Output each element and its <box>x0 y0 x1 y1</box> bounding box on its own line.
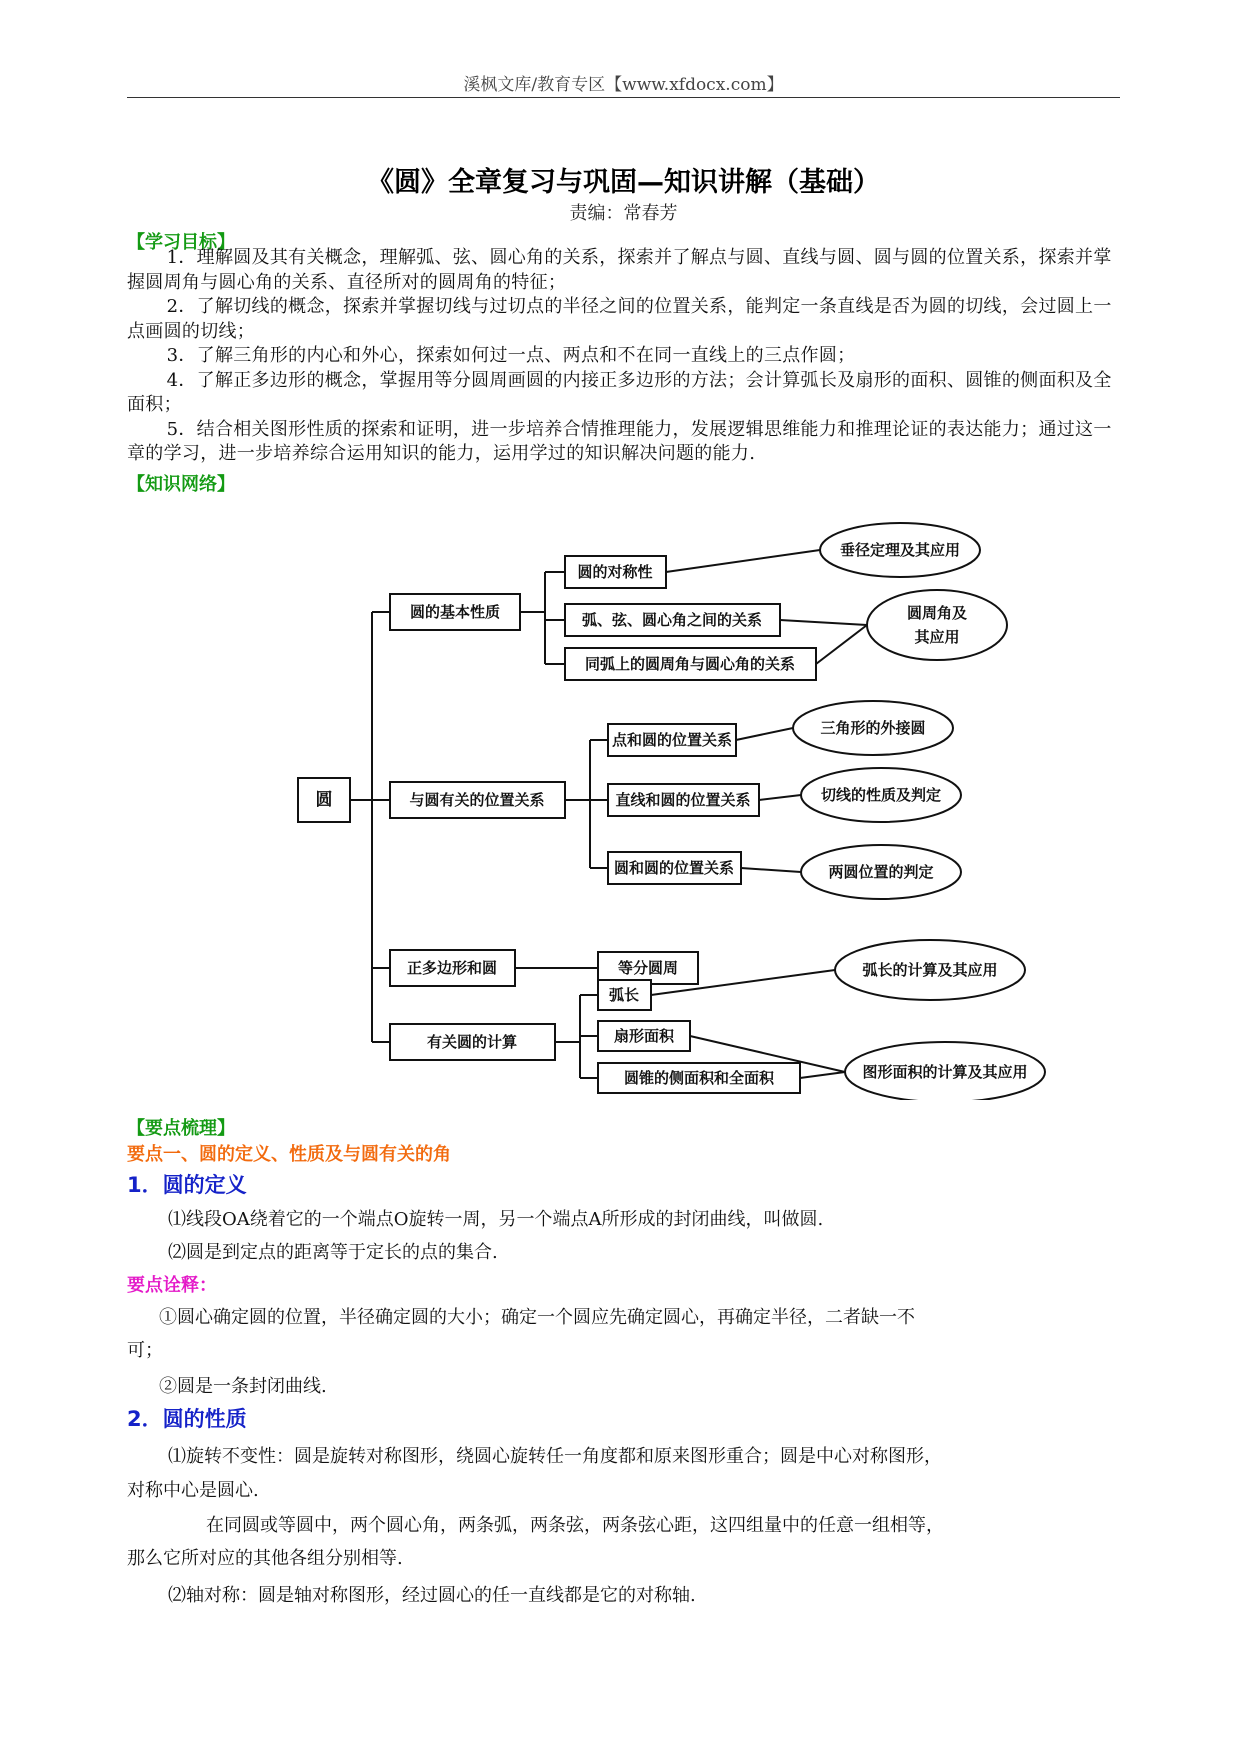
properties-heading: 2．圆的性质 <box>127 1407 247 1431</box>
diagram-leaf-label: 同弧上的圆周角与圆心角的关系 <box>584 655 796 673</box>
network-heading: 【知识网络】 <box>127 474 235 495</box>
notes-heading: 要点诠释： <box>127 1275 217 1296</box>
diagram-oval-node <box>867 590 1007 660</box>
diagram-oval-label: 其应用 <box>914 628 960 646</box>
page-header: 溪枫文库/教育专区【www.xfdocx.com】 <box>463 75 784 95</box>
diagram-leaf-label: 点和圆的位置关系 <box>611 731 733 749</box>
properties-line: 对称中心是圆心. <box>127 1480 259 1501</box>
diagram-oval-label: 垂径定理及其应用 <box>839 541 961 559</box>
diagram-leaf-label: 等分圆周 <box>617 959 679 977</box>
diagram-oval-label: 弧长的计算及其应用 <box>862 961 998 979</box>
diagram-branch-label: 有关圆的计算 <box>426 1033 518 1051</box>
goals-list <box>127 246 1120 467</box>
diagram-branch-label: 正多边形和圆 <box>406 959 498 977</box>
notes-line: ②圆是一条封闭曲线. <box>159 1376 327 1397</box>
properties-line: ⑴旋转不变性：圆是旋转对称图形，绕圆心旋转任一角度都和原来图形重合；圆是中心对称图形， <box>168 1446 942 1467</box>
diagram-branch-label: 圆的基本性质 <box>409 603 501 621</box>
document-editor: 责编：常春芳 <box>569 203 678 224</box>
diagram-leaf-label: 弧长 <box>608 986 640 1004</box>
properties-line: 那么它所对应的其他各组分别相等. <box>127 1548 403 1569</box>
diagram-leaf-label: 圆锥的侧面积和全面积 <box>623 1069 775 1087</box>
properties-line: 在同圆或等圆中，两个圆心角，两条弧，两条弦，两条弦心距，这四组量中的任意一组相等， <box>206 1515 944 1536</box>
diagram-oval-label: 两圆位置的判定 <box>828 863 934 881</box>
goals-heading: 【学习目标】 <box>127 232 235 253</box>
definition-line: ⑵圆是到定点的距离等于定长的点的集合. <box>168 1242 498 1263</box>
notes-line: 可； <box>127 1340 163 1361</box>
diagram-leaf-label: 圆和圆的位置关系 <box>613 859 735 877</box>
keypoint-1-heading: 要点一、圆的定义、性质及与圆有关的角 <box>127 1144 451 1165</box>
keypoints-heading: 【要点梳理】 <box>127 1118 235 1139</box>
diagram-root-label: 圆 <box>315 790 333 810</box>
diagram-leaf-label: 弧、弦、圆心角之间的关系 <box>581 611 763 629</box>
diagram-leaf-label: 圆的对称性 <box>577 563 653 581</box>
notes-line: ①圆心确定圆的位置，半径确定圆的大小；确定一个圆应先确定圆心，再确定半径，二者缺一不 <box>159 1307 915 1328</box>
goal-item: 5．结合相关图形性质的探索和证明，进一步培养合情推理能力，发展逻辑思维能力和推理论证的表达能力；通过这一章的学习，进一步培养综合运用知识的能力，运用学过的知识解决问题的能力. <box>127 418 1112 464</box>
goal-item: 2．了解切线的概念，探索并掌握切线与过切点的半径之间的位置关系，能判定一条直线是否为圆的切线，会过圆上一点画圆的切线； <box>127 296 1112 342</box>
diagram-branch-label: 与圆有关的位置关系 <box>409 791 545 809</box>
goal-item: 4．了解正多边形的概念，掌握用等分圆周画圆的内接正多边形的方法；会计算弧长及扇形的面积、圆锥的侧面积及全面积； <box>127 369 1112 415</box>
goal-item: 3．了解三角形的内心和外心，探索如何过一点、两点和不在同一直线上的三点作圆； <box>166 345 856 366</box>
definition-heading: 1．圆的定义 <box>127 1173 247 1197</box>
properties-line: ⑵轴对称：圆是轴对称图形，经过圆心的任一直线都是它的对称轴. <box>168 1585 696 1606</box>
diagram-oval-label: 三角形的外接圆 <box>820 719 926 737</box>
diagram-oval-label: 图形面积的计算及其应用 <box>862 1063 1028 1081</box>
diagram-oval-label: 切线的性质及判定 <box>820 786 942 804</box>
header-divider <box>127 97 1120 98</box>
definition-line: ⑴线段OA绕着它的一个端点O旋转一周，另一个端点A所形成的封闭曲线，叫做圆. <box>168 1209 824 1230</box>
knowledge-network-diagram <box>290 510 1070 1100</box>
diagram-leaf-label: 直线和圆的位置关系 <box>615 791 751 809</box>
diagram-leaf-label: 扇形面积 <box>613 1027 675 1045</box>
goal-item: 1．理解圆及其有关概念，理解弧、弦、圆心角的关系，探索并了解点与圆、直线与圆、圆与圆的位置关系，探索并掌握圆周角与圆心角的关系、直径所对的圆周角的特征； <box>127 247 1112 293</box>
diagram-oval-label: 圆周角及 <box>906 604 968 622</box>
document-title: 《圆》全章复习与巩固—知识讲解（基础） <box>367 167 880 198</box>
